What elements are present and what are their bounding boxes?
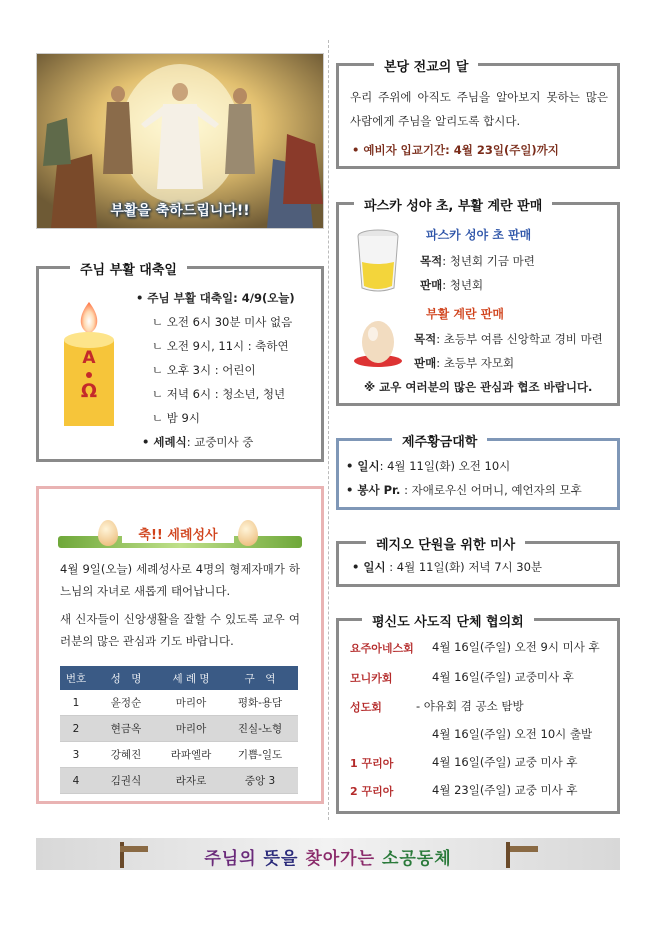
cell: 3	[60, 742, 92, 768]
egg-icon-left	[98, 520, 118, 546]
candle-purpose: 목적: 청년회 기금 마련	[420, 254, 535, 268]
baptism-paragraph-2: 새 신자들이 신앙생활을 잘할 수 있도록 교우 여러분의 많은 관심과 기도 바랍니다.	[60, 612, 300, 648]
artwork-caption: 부활을 축하드립니다!!	[110, 203, 250, 219]
slogan-word-2: 뜻을	[263, 849, 299, 869]
council-schedule-0: 4월 16일(주일) 오전 9시 미사 후	[432, 640, 600, 654]
table-header	[60, 666, 298, 690]
egg-seller: 판매: 초등부 자모회	[414, 356, 515, 370]
header-baptismal-name: 세 례 명	[160, 666, 222, 690]
candle-alpha: A	[82, 348, 96, 368]
council-title: 평신도 사도직 단체 협의회	[362, 611, 534, 630]
council-group-0: 요주아네스회	[350, 642, 414, 655]
legio-date: • 일시 : 4월 11일(화) 저녁 7시 30분	[352, 560, 543, 574]
cell: 윤정순	[92, 690, 160, 716]
easter-candle	[58, 300, 120, 430]
council-group-4: 1 꾸리아	[350, 757, 394, 770]
univ-title: 제주황금대학	[392, 431, 487, 450]
slogan-word-3: 찾아가는	[305, 849, 376, 869]
baptism-table	[60, 666, 298, 794]
council-group-2: 성도회	[350, 701, 382, 714]
mission-text: 우리 주위에 아직도 주님을 알아보지 못하는 많은 사람에게 주님을 알리도록 합시다.	[350, 90, 608, 128]
candle-jar-image	[354, 228, 402, 294]
column-divider	[328, 40, 329, 820]
easter-time-3: ㄴ 저녁 6시 : 청소년, 청년	[152, 387, 286, 401]
easter-time-4: ㄴ 밤 9시	[152, 411, 200, 425]
easter-time-1: ㄴ 오전 9시, 11시 : 축하연	[152, 339, 289, 353]
cell: 기쁨-일도	[222, 742, 298, 768]
council-group-5: 2 꾸리아	[350, 785, 394, 798]
egg-image	[352, 316, 404, 368]
egg-purpose: 목적: 초등부 여름 신앙학교 경비 마련	[414, 332, 603, 346]
cell: 진실-노형	[222, 716, 298, 742]
cell: 라파엘라	[160, 742, 222, 768]
easter-baptism: • 세례식: 교중미사 중	[142, 435, 254, 449]
easter-title: 주님 부활 대축일	[70, 259, 187, 278]
baptism-title: 축!! 세례성사	[122, 524, 234, 543]
baptism-paragraph-1: 4월 9일(오늘) 세례성사로 4명의 형제자매가 하느님의 자녀로 새롭게 태어납니다.	[60, 562, 300, 598]
cell: 마리아	[160, 716, 222, 742]
easter-time-0: ㄴ 오전 6시 30분 미사 없음	[152, 315, 293, 329]
cell: 평화-용담	[222, 690, 298, 716]
header-name: 성 명	[92, 666, 160, 690]
mission-title: 본당 전교의 달	[374, 56, 478, 75]
sale-note: ※ 교우 여러분의 많은 관심과 협조 바랍니다.	[364, 380, 593, 394]
mission-deadline: • 예비자 입교기간: 4월 23일(주일)까지	[352, 143, 559, 157]
legio-title: 레지오 단원을 위한 미사	[366, 534, 525, 553]
table-row	[60, 690, 298, 716]
cell: 마리아	[160, 690, 222, 716]
cell: 1	[60, 690, 92, 716]
cell: 라자로	[160, 768, 222, 794]
candle-seller: 판매: 청년회	[420, 278, 484, 292]
table-row	[60, 768, 298, 794]
council-schedule-4: 4월 16일(주일) 교중 미사 후	[432, 755, 578, 769]
egg-sale-title: 부활 계란 판매	[426, 307, 504, 321]
cell: 김권식	[92, 768, 160, 794]
council-schedule-5: 4월 23일(주일) 교중 미사 후	[432, 783, 578, 797]
footer-banner	[36, 838, 620, 870]
cell: 4	[60, 768, 92, 794]
univ-date: • 일시: 4월 11일(화) 오전 10시	[346, 459, 511, 473]
egg-icon-right	[238, 520, 258, 546]
cell: 중앙 3	[222, 768, 298, 794]
cell: 2	[60, 716, 92, 742]
cell: 현금옥	[92, 716, 160, 742]
candle-sale-title: 파스카 성야 초 판매	[426, 228, 532, 242]
easter-main: • 주님 부활 대축일: 4/9(오늘)	[136, 291, 295, 305]
transfiguration-artwork	[36, 53, 324, 229]
footer-slogan	[36, 844, 620, 869]
slogan-word-1: 주님의	[204, 849, 257, 869]
header-number: 번호	[60, 666, 92, 690]
council-schedule-2: - 야유회 겸 공소 탐방	[416, 699, 524, 713]
univ-service: • 봉사 Pr. : 자애로우신 어머니, 예언자의 모후	[346, 483, 582, 497]
council-schedule-3: 4월 16일(주일) 오전 10시 출발	[432, 727, 593, 741]
council-group-1: 모니카회	[350, 672, 393, 685]
candle-dot	[86, 372, 92, 378]
table-row	[60, 716, 298, 742]
easter-time-2: ㄴ 오후 3시 : 어린이	[152, 363, 256, 377]
slogan-word-4: 소공동체	[381, 849, 452, 869]
candle-omega: Ω	[80, 380, 98, 402]
table-row	[60, 742, 298, 768]
council-schedule-1: 4월 16일(주일) 교중미사 후	[432, 670, 574, 684]
cell: 강혜진	[92, 742, 160, 768]
header-district: 구 역	[222, 666, 298, 690]
sale-title: 파스카 성야 초, 부활 계란 판매	[354, 195, 552, 214]
